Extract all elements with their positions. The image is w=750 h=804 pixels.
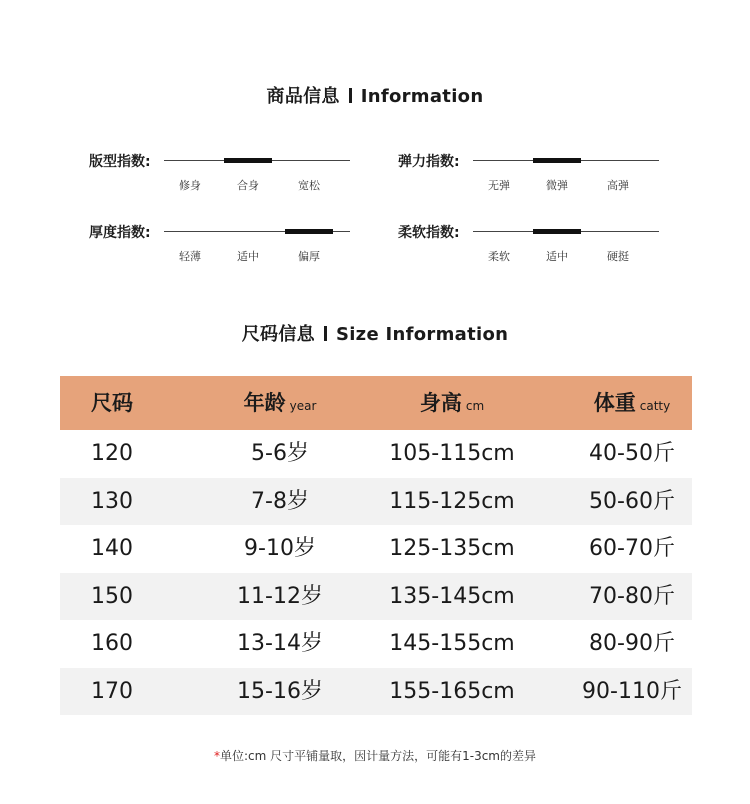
cell-age: 7-8岁 — [251, 488, 309, 514]
table-row — [60, 573, 692, 621]
cell-height: 135-145cm — [389, 583, 515, 609]
fabric-index — [89, 222, 359, 262]
fabric-index-option: 无弹 — [488, 179, 510, 192]
cell-age: 9-10岁 — [244, 536, 316, 561]
header-unit: cm — [465, 399, 485, 413]
fabric-index-label: 弹力指数: — [398, 154, 460, 170]
cell-weight: 70-80斤 — [589, 583, 675, 609]
fabric-index-selected-marker — [533, 229, 581, 234]
fabric-index-option: 偏厚 — [298, 250, 320, 263]
fabric-index-label: 柔软指数: — [398, 225, 460, 241]
cell-weight: 40-50斤 — [589, 441, 675, 466]
cell-weight: 60-70斤 — [589, 536, 675, 561]
cell-age: 11-12岁 — [237, 583, 323, 609]
header-size — [91, 376, 133, 430]
fabric-index-option: 宽松 — [298, 179, 320, 192]
product-info-title-en: Information — [360, 86, 484, 107]
cell-age: 5-6岁 — [251, 441, 309, 466]
title-separator — [349, 88, 352, 103]
cell-height: 145-155cm — [389, 631, 515, 656]
header-label: 尺码 — [91, 391, 133, 415]
cell-size: 140 — [91, 536, 133, 561]
header-unit: year — [289, 399, 317, 413]
cell-size: 170 — [91, 678, 133, 704]
cell-height: 115-125cm — [389, 488, 515, 514]
fabric-index-option: 合身 — [237, 179, 259, 192]
cell-size: 160 — [91, 631, 133, 656]
size-info-title — [0, 320, 750, 346]
size-table-body — [60, 430, 692, 715]
fabric-index-option: 修身 — [179, 179, 201, 192]
size-footnote — [0, 747, 750, 764]
fabric-index — [398, 222, 668, 262]
header-label: 身高 — [419, 391, 462, 415]
cell-size: 150 — [91, 583, 133, 609]
fabric-index-option: 柔软 — [488, 250, 510, 263]
fabric-index-label: 厚度指数: — [89, 225, 151, 241]
fabric-index-option: 适中 — [546, 250, 568, 263]
product-info-title — [0, 82, 750, 108]
cell-weight: 50-60斤 — [589, 488, 675, 514]
cell-age: 13-14岁 — [237, 631, 323, 656]
cell-height: 125-135cm — [389, 536, 515, 561]
table-row — [60, 430, 692, 478]
table-row — [60, 620, 692, 668]
fabric-index-selected-marker — [285, 229, 333, 234]
header-unit: catty — [639, 399, 671, 413]
cell-age: 15-16岁 — [237, 678, 323, 704]
fabric-index — [89, 151, 359, 191]
fabric-index-option: 适中 — [237, 250, 259, 263]
fabric-index-selected-marker — [533, 158, 581, 163]
fabric-index-selected-marker — [224, 158, 272, 163]
cell-size: 130 — [91, 488, 133, 514]
fabric-index-option: 微弹 — [546, 179, 568, 192]
table-row — [60, 478, 692, 526]
footnote-text: 单位:cm 尺寸平铺量取，因计量方法，可能有1-3cm的差异 — [219, 749, 537, 763]
title-separator — [324, 326, 327, 341]
product-info-title-cn: 商品信息 — [266, 86, 340, 107]
fabric-index-option: 高弹 — [607, 179, 629, 192]
fabric-index — [398, 151, 668, 191]
size-info-title-cn: 尺码信息 — [241, 324, 315, 345]
cell-weight: 80-90斤 — [589, 631, 675, 656]
footnote-star: * — [213, 749, 220, 763]
cell-weight: 90-110斤 — [582, 678, 682, 704]
size-info-title-en: Size Information — [335, 324, 509, 345]
header-label: 体重 — [593, 391, 636, 415]
fabric-index-label: 版型指数: — [89, 154, 151, 170]
cell-height: 105-115cm — [389, 441, 515, 466]
cell-height: 155-165cm — [389, 678, 515, 704]
table-row — [60, 525, 692, 573]
header-label: 年龄 — [243, 391, 286, 415]
header-age — [244, 376, 317, 430]
size-table — [60, 376, 692, 715]
fabric-index-option: 硬挺 — [607, 250, 629, 263]
cell-size: 120 — [91, 441, 133, 466]
table-row — [60, 668, 692, 716]
header-weight — [594, 376, 670, 430]
size-table-header — [60, 376, 692, 430]
fabric-index-option: 轻薄 — [179, 250, 201, 263]
header-height — [420, 376, 484, 430]
